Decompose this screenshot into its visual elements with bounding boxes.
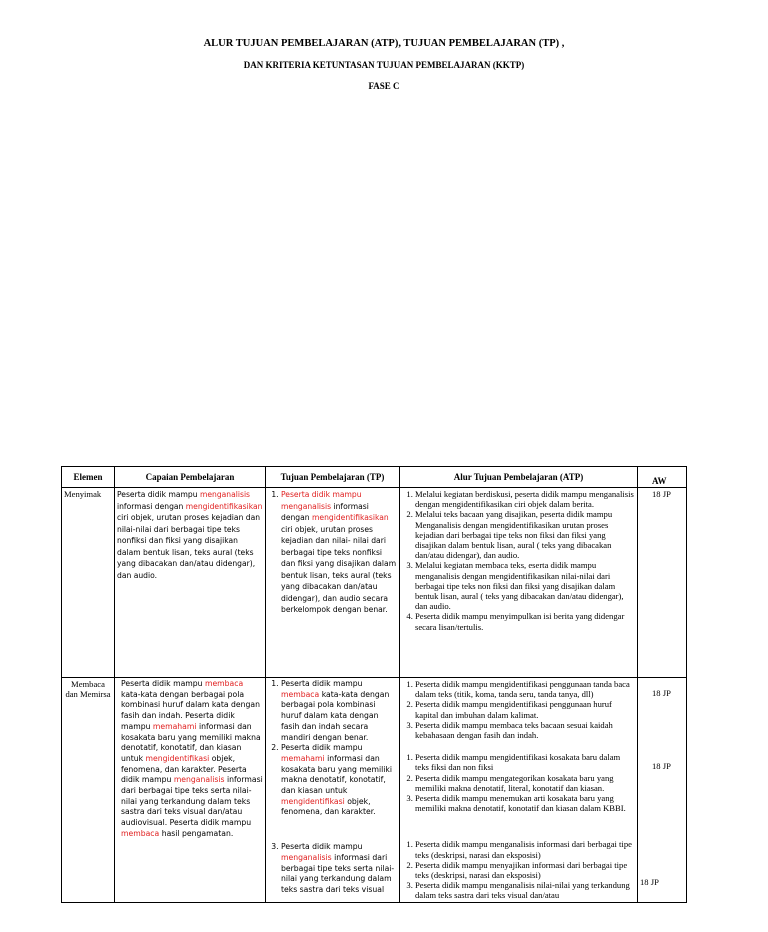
highlighted-keyword: menganalisis (199, 490, 251, 499)
highlighted-keyword: mengidentifikasi (281, 796, 345, 806)
cp-cell (115, 488, 266, 678)
text-segment: ciri objek, urutan proses kejadian dan nilai-nilai dari berbagai tipe teks nonfiksi dan fiksi yang disajikan dalam bentuk lisan, teks aural (teks yang dibacakan dan/atau didengar), dan audio. (117, 513, 261, 580)
highlighted-keyword: menganalisis (281, 852, 332, 862)
doc-title-line-2: DAN KRITERIA KETUNTASAN TUJUAN PEMBELAJARAN (KKTP) (243, 60, 525, 70)
aw-value: 18 JP (652, 761, 671, 771)
highlighted-keyword: membaca (121, 828, 160, 838)
atp-cell (400, 678, 638, 903)
header-capaian: Capaian Pembelajaran (115, 467, 266, 488)
text-segment: informasi dengan (117, 501, 186, 511)
tp-cell (266, 488, 400, 678)
elemen-cell: Membaca dan Memirsa (62, 678, 115, 903)
text-segment: objek, fenomena, dan karakter. (281, 796, 376, 817)
text-segment: Peserta didik mampu (121, 679, 205, 688)
aw-cell (638, 678, 687, 903)
text-segment: hasil pengamatan. (159, 828, 234, 838)
atp-cell (400, 488, 638, 678)
text-segment: informasi dari berbagai tipe teks serta nilai- nilai yang terkandung dalam teks sastra dari teks visual (281, 852, 395, 894)
highlighted-keyword: membaca (204, 679, 244, 688)
list-item: 1. Peserta didik mampu mengidentifikasi penggunaan tanda baca dalam teks (titik, koma, tanda seru, tanda tanya, dll) (415, 679, 635, 699)
elemen-cell: Menyimak (62, 488, 115, 678)
text-segment: kata-kata dengan berbagai pola kombinasi huruf dalam kata dengan fasih dan indah secara mandiri dengan benar. (281, 689, 390, 742)
highlighted-keyword: memahami (152, 721, 197, 731)
text-segment: Peserta didik mampu (281, 842, 363, 852)
doc-title-line-1: ALUR TUJUAN PEMBELAJARAN (ATP), TUJUAN PEMBELAJARAN (TP) , (203, 38, 565, 49)
text-segment: informasi dengan (281, 501, 369, 522)
text-segment: ciri objek, urutan proses kejadian dan nilai- nilai dari berbagai tipe teks nonfiksi dan fiksi yang disajikan dalam bentuk lisan, teks aural (teks yang dibacakan dan/atau didengar), dan audio secara berkelompok dengan benar. (281, 524, 397, 614)
header-alur: Alur Tujuan Pembelajaran (ATP) (400, 467, 638, 488)
text-segment: Peserta didik mampu (117, 490, 200, 499)
list-item: 3. Peserta didik mampu menemukan arti kosakata baru yang memiliki makna denotatif, konotatif dan kiasan dalam KBBI. (415, 793, 635, 813)
highlighted-keyword: menganalisis (173, 775, 225, 785)
highlighted-keyword: mengidentifikasi (145, 753, 210, 763)
highlighted-keyword: mengidentifikasikan (185, 501, 263, 511)
aw-value: 18 JP (652, 688, 671, 698)
highlighted-keyword: membaca (281, 689, 320, 699)
text-segment: informasi dari berbagai tipe teks serta nilai-nilai yang terkandung dalam teks sastra dari teks visual dan/atau audiovisual. Peserta didik mampu (121, 775, 263, 828)
list-item: 1. Melalui kegiatan berdiskusi, peserta didik mampu menganalisis dengan mengidentifikasikan ciri objek dalam berita. (415, 489, 635, 509)
header-tujuan: Tujuan Pembelajaran (TP) (266, 467, 400, 488)
text-segment: Peserta didik mampu (281, 679, 363, 688)
list-item: 2. Peserta didik mampu mengategorikan kosakata baru yang memiliki makna denotatif, literal, konotatif dan kiasan. (415, 773, 635, 793)
header-aw: AW (638, 467, 687, 488)
list-item: 2. Peserta didik mampu mengidentifikasi penggunaan huruf kapital dan imbuhan dalam kalimat. (415, 699, 635, 719)
table-row (62, 488, 687, 678)
doc-title-line-3: FASE C (368, 81, 400, 91)
table-header-row (62, 467, 687, 488)
text-segment: Peserta didik mampu (281, 743, 363, 753)
list-item: 2. Peserta didik mampu menyajikan informasi dari berbagai tipe teks (deskripsi, narasi dan eksposisi) (415, 860, 635, 880)
text-segment: kata-kata dengan berbagai pola kombinasi huruf dalam kata dengan fasih dan indah. Peserta didik mampu (121, 689, 260, 731)
atp-table (61, 466, 687, 903)
text-segment: objek, fenomena, dan karakter. Peserta didik mampu (121, 753, 247, 785)
cp-cell (115, 678, 266, 903)
list-item: 1. Peserta didik mampu menganalisis informasi dari berbagai tipe teks (deskripsi, narasi dan eksposisi) (415, 839, 635, 859)
header-elemen: Elemen (62, 467, 115, 488)
text-segment: informasi dan kosakata baru yang memiliki makna denotatif, konotatif, dan kiasan untuk (281, 753, 393, 796)
aw-value: 18 JP (640, 877, 659, 887)
highlighted-keyword: mengidentifikasikan (312, 513, 389, 522)
text-segment: informasi dan kosakata baru yang memiliki makna denotatif, konotatif, dan kiasan untuk (121, 721, 261, 763)
list-item: 1. Peserta didik mampu mengidentifikasi kosakata baru dalam teks fiksi dan non fiksi (415, 752, 635, 772)
list-item: 3. Peserta didik mampu membaca teks bacaan sesuai kaidah kebahasaan dengan fasih dan indah. (415, 720, 635, 740)
list-item: 2. Melalui teks bacaan yang disajikan, peserta didik mampu Menganalisis dengan mengidentifikasikan urutan proses kejadian dari berbagai tipe teks non fiksi dan fiksi yang disajikan dalam bentuk lisan, aural ( teks yang dibacakan dan/atau didengar), dan audio. (415, 509, 635, 560)
highlighted-keyword: Peserta didik mampu menganalisis (281, 490, 362, 511)
tp-cell (266, 678, 400, 903)
list-item: 4. Peserta didik mampu menyimpulkan isi berita yang didengar secara lisan/tertulis. (415, 611, 635, 631)
list-item: 3. Peserta didik mampu menganalisis nilai-nilai yang terkandung dalam teks sastra dari teks visual dan/atau (415, 880, 635, 900)
aw-cell: 18 JP (638, 488, 687, 678)
list-item: 3. Melalui kegiatan membaca teks, eserta didik mampu menganalisis dengan mengidentifikasikan nilai-nilai dari berbagai tipe teks non fiksi dan fiksi yang disajikan dalam bentuk lisan, aural ( teks yang dibacakan dan/atau didengar), dan audio. (415, 560, 635, 611)
highlighted-keyword: memahami (281, 753, 325, 763)
table-row (62, 678, 687, 903)
